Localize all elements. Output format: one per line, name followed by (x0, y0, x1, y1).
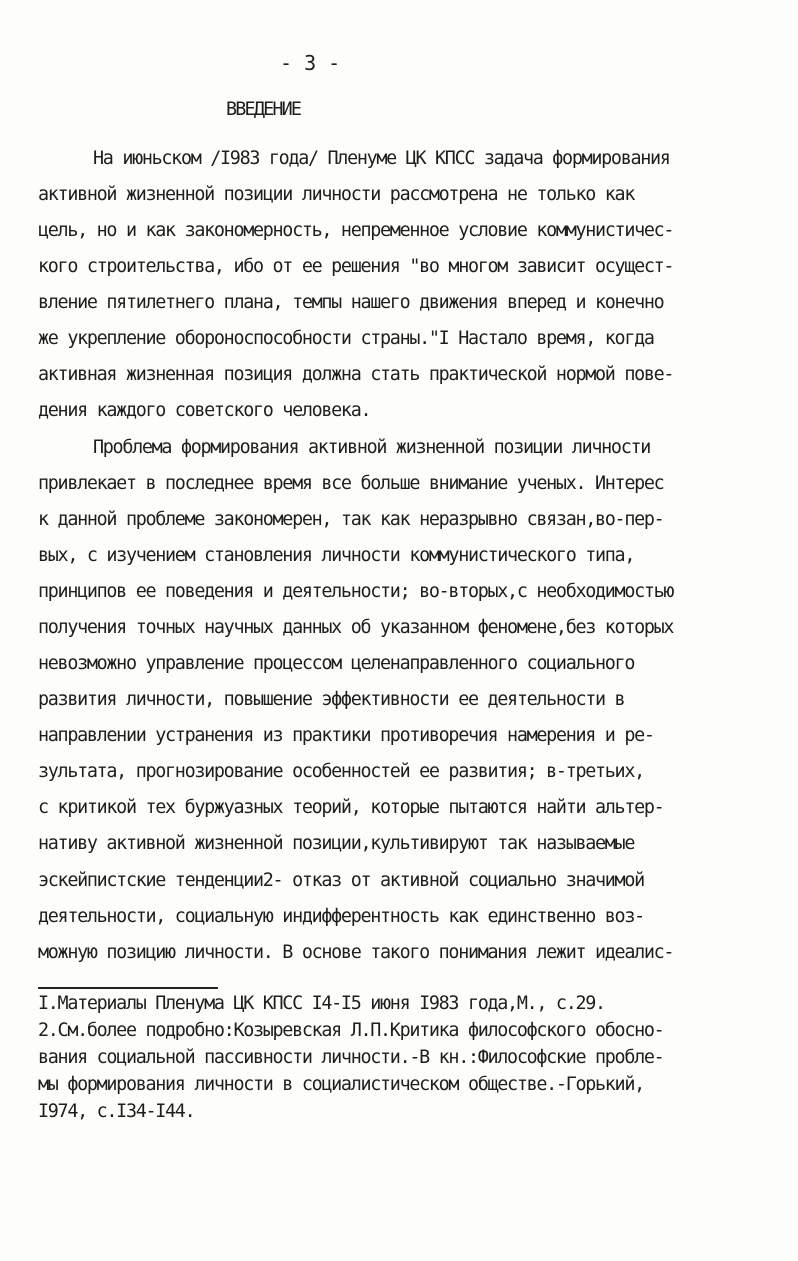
text-line: активной жизненной позиции личности рассмотрена не только как (38, 184, 635, 205)
text-line: получения точных научных данных об указанном феномене,без которых (38, 617, 674, 638)
text-line: нативу активной жизненной позиции,культивируют так называемые (38, 833, 635, 854)
text-line: эскейпистские тенденции2- отказ от активной социально значимой (38, 870, 644, 891)
text-line: невозможно управление процессом целенаправленного социального (38, 653, 635, 674)
text-line: же укрепление обороноспособности страны."I Настало время, когда (38, 328, 654, 349)
text-line: вление пятилетнего плана, темпы нашего движения вперед и конечно (38, 292, 664, 313)
text-line: зультата, прогнозирование особенностей ее развития; в-третьих, (38, 761, 644, 782)
text-line: можную позицию личности. В основе такого понимания лежит идеалис- (38, 942, 674, 963)
text-line: На июньском /I983 года/ Пленуме ЦК КПСС задача формирования (93, 148, 670, 169)
footnote-line: I974, с.I34-I44. (38, 1101, 195, 1122)
text-line: принципов ее поведения и деятельности; во-вторых,с необходимостью (38, 581, 674, 602)
text-line: цель, но и как закономерность, непременное условие коммунистичес- (38, 220, 674, 241)
text-line: дения каждого советского человека. (38, 400, 371, 421)
text-line: с критикой тех буржуазных теорий, которые пытаются найти альтер- (38, 797, 664, 818)
text-line: направлении устранения из практики противоречия намерения и ре- (38, 725, 654, 746)
text-line: Проблема формирования активной жизненной позиции личности (93, 437, 651, 458)
text-line: деятельности, социальную индифферентность как единственно воз- (38, 906, 644, 927)
footnote-divider (38, 987, 218, 989)
footnote-line: I.Материалы Пленума ЦК КПСС I4-I5 июня I983 года,М., с.29. (38, 993, 605, 1014)
text-line: вых, с изучением становления личности коммунистического типа, (38, 545, 635, 566)
text-line: привлекает в последнее время все больше внимание ученых. Интерес (38, 473, 664, 494)
text-line: активная жизненная позиция должна стать практической нормой пове- (38, 364, 674, 385)
footnote-line: мы формирования личности в социалистическом обществе.-Горький, (38, 1074, 644, 1095)
footnote-line: 2.См.более подробно:Козыревская Л.П.Критика философского обосно- (38, 1020, 664, 1041)
text-line: к данной проблеме закономерен, так как неразрывно связан,во-пер- (38, 509, 664, 530)
page-number: - 3 - (280, 51, 341, 75)
section-heading: ВВЕДЕНИЕ (226, 99, 301, 120)
text-line: кого строительства, ибо от ее решения "во многом зависит осущест- (38, 256, 674, 277)
text-line: развития личности, повышение эффективности ее деятельности в (38, 689, 625, 710)
footnote-line: вания социальной пассивности личности.-В кн.:Философские пробле- (38, 1047, 664, 1068)
